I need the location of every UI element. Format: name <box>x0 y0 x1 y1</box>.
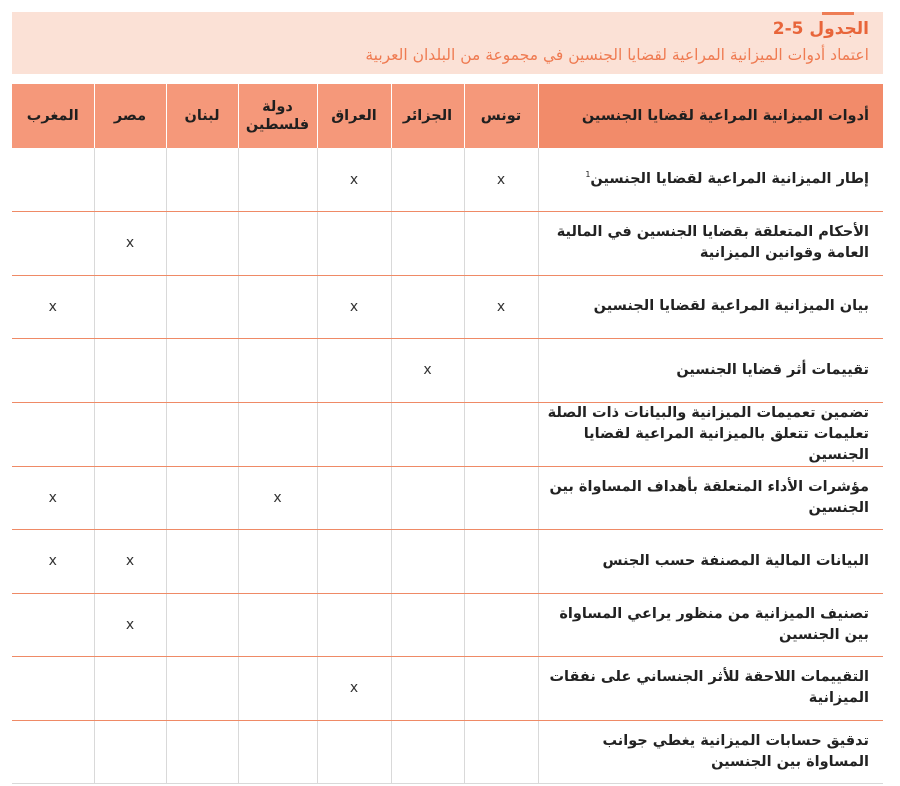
adoption-cell <box>238 593 317 657</box>
adoption-cell <box>166 339 238 403</box>
adoption-cell <box>238 530 317 594</box>
row-label-text: الأحكام المتعلقة بقضايا الجنسين في المالية العامة وقوانين الميزانية <box>556 224 869 262</box>
row-label-text: تدقيق حسابات الميزانية يغطي جوانب المساواة بين الجنسين <box>602 732 869 770</box>
adoption-cell: x <box>94 212 166 276</box>
table-row <box>12 657 883 721</box>
adoption-cell <box>391 148 464 212</box>
adoption-cell <box>391 275 464 339</box>
table-row <box>12 148 883 212</box>
adoption-cell <box>166 148 238 212</box>
adoption-cell <box>12 212 94 276</box>
adoption-cell <box>464 530 538 594</box>
adoption-cell <box>12 402 94 466</box>
adoption-cell <box>238 657 317 721</box>
adoption-cell <box>238 402 317 466</box>
row-label <box>538 275 883 339</box>
adoption-cell <box>238 339 317 403</box>
adoption-cell <box>166 657 238 721</box>
table-row <box>12 530 883 594</box>
adoption-cell <box>238 720 317 784</box>
table-row <box>12 402 883 466</box>
adoption-cell <box>464 593 538 657</box>
adoption-cell: x <box>94 593 166 657</box>
adoption-cell <box>166 212 238 276</box>
adoption-cell: x <box>12 530 94 594</box>
header-country: المغرب <box>12 84 94 148</box>
row-label-text: إطار الميزانية المراعية لقضايا الجنسين <box>590 170 869 187</box>
adoption-cell <box>317 466 391 530</box>
caption-title: الجدول 5-2 <box>772 19 869 39</box>
header-country: لبنان <box>166 84 238 148</box>
budget-tools-table <box>12 84 883 784</box>
adoption-cell <box>12 657 94 721</box>
adoption-cell <box>391 720 464 784</box>
adoption-cell: x <box>317 148 391 212</box>
row-label <box>538 339 883 403</box>
header-country: تونس <box>464 84 538 148</box>
row-label-text: تصنيف الميزانية من منظور يراعي المساواة بين الجنسين <box>559 605 869 643</box>
adoption-cell <box>12 148 94 212</box>
adoption-cell <box>391 530 464 594</box>
adoption-cell <box>464 339 538 403</box>
adoption-cell <box>238 212 317 276</box>
header-country: العراق <box>317 84 391 148</box>
table-row <box>12 720 883 784</box>
adoption-cell <box>12 339 94 403</box>
table-row <box>12 466 883 530</box>
header-country: دولة فلسطين <box>238 84 317 148</box>
adoption-cell: x <box>464 275 538 339</box>
table-row <box>12 339 883 403</box>
table-caption <box>12 12 883 74</box>
adoption-cell <box>166 402 238 466</box>
row-label <box>538 402 883 466</box>
adoption-cell <box>464 720 538 784</box>
row-label <box>538 593 883 657</box>
adoption-cell <box>391 212 464 276</box>
adoption-cell <box>464 402 538 466</box>
adoption-cell <box>317 212 391 276</box>
row-label-text: بيان الميزانية المراعية لقضايا الجنسين <box>593 298 869 315</box>
adoption-cell <box>94 466 166 530</box>
adoption-cell <box>12 593 94 657</box>
adoption-cell: x <box>317 657 391 721</box>
adoption-cell <box>166 275 238 339</box>
row-label-text: التقييمات اللاحقة للأثر الجنساني على نفقات الميزانية <box>549 669 869 707</box>
adoption-cell <box>12 720 94 784</box>
row-label <box>538 657 883 721</box>
adoption-cell <box>317 720 391 784</box>
row-label-text: تضمين تعميمات الميزانية والبيانات ذات الصلة تعليمات تتعلق بالميزانية المراعية لقضايا الجنسين <box>547 404 869 463</box>
adoption-cell <box>317 402 391 466</box>
adoption-cell <box>94 339 166 403</box>
adoption-cell <box>166 530 238 594</box>
adoption-cell <box>238 275 317 339</box>
header-tools: أدوات الميزانية المراعية لقضايا الجنسين <box>538 84 883 148</box>
row-label <box>538 530 883 594</box>
row-label <box>538 466 883 530</box>
adoption-cell <box>464 212 538 276</box>
row-label <box>538 720 883 784</box>
adoption-cell <box>464 657 538 721</box>
table-row <box>12 212 883 276</box>
adoption-cell <box>464 466 538 530</box>
adoption-cell <box>391 466 464 530</box>
table-container <box>12 84 883 784</box>
adoption-cell: x <box>391 339 464 403</box>
adoption-cell <box>238 148 317 212</box>
adoption-cell <box>94 402 166 466</box>
table-row <box>12 593 883 657</box>
row-label-text: مؤشرات الأداء المتعلقة بأهداف المساواة بين الجنسين <box>549 478 869 516</box>
adoption-cell <box>94 148 166 212</box>
adoption-cell: x <box>464 148 538 212</box>
adoption-cell <box>317 593 391 657</box>
adoption-cell <box>94 720 166 784</box>
adoption-cell: x <box>12 466 94 530</box>
adoption-cell: x <box>238 466 317 530</box>
adoption-cell: x <box>317 275 391 339</box>
table-header-row <box>12 84 883 148</box>
adoption-cell <box>391 402 464 466</box>
row-label-text: البيانات المالية المصنفة حسب الجنس <box>602 552 869 569</box>
header-country: مصر <box>94 84 166 148</box>
row-label <box>538 148 883 212</box>
adoption-cell: x <box>94 530 166 594</box>
adoption-cell <box>317 339 391 403</box>
footnote-marker: 1 <box>585 170 591 180</box>
caption-subtitle: اعتماد أدوات الميزانية المراعية لقضايا الجنسين في مجموعة من البلدان العربية <box>365 46 869 64</box>
table-body <box>12 148 883 784</box>
adoption-cell: x <box>12 275 94 339</box>
adoption-cell <box>166 720 238 784</box>
adoption-cell <box>166 466 238 530</box>
adoption-cell <box>94 657 166 721</box>
caption-accent-rule <box>822 12 854 15</box>
header-country: الجزائر <box>391 84 464 148</box>
adoption-cell <box>317 530 391 594</box>
row-label-text: تقييمات أثر قضايا الجنسين <box>676 361 869 378</box>
adoption-cell <box>391 593 464 657</box>
table-row <box>12 275 883 339</box>
adoption-cell <box>94 275 166 339</box>
row-label <box>538 212 883 276</box>
adoption-cell <box>166 593 238 657</box>
adoption-cell <box>391 657 464 721</box>
